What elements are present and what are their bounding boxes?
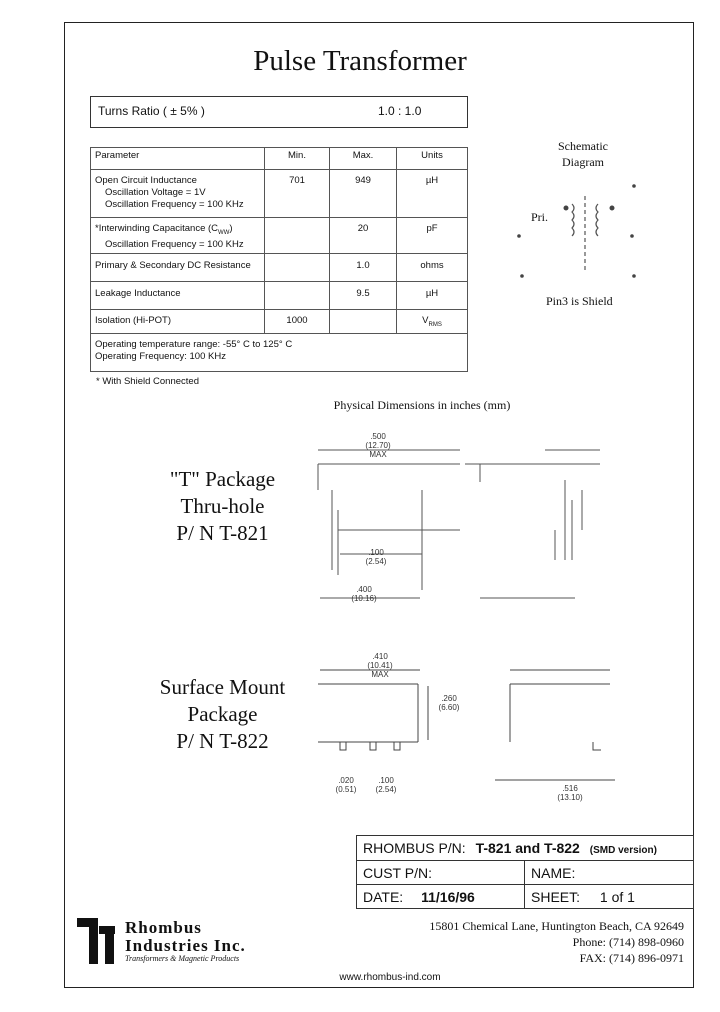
lead (394, 742, 400, 750)
parameter-table (90, 147, 468, 372)
sheet-label: SHEET: (531, 888, 581, 905)
param-units: $V_{RMS}$ (397, 310, 468, 334)
param-name: Leakage Inductance (91, 282, 265, 310)
table-row (91, 282, 468, 310)
date-value: 11/16/96 (421, 888, 475, 905)
table-row (91, 218, 468, 254)
smd-height-dim: .260 (6.60) (438, 694, 460, 712)
header-min: Min. (265, 148, 330, 170)
company-address: 15801 Chemical Lane, Huntington Beach, CA 92649 (429, 919, 684, 933)
name-label: NAME: (525, 861, 694, 885)
company-website[interactable]: www.rhombus-ind.com (339, 972, 441, 983)
lead (370, 742, 376, 750)
sheet-value: 1 of 1 (599, 888, 635, 905)
pin-dot (521, 275, 524, 278)
pn-value: T-821 and T-822 (475, 840, 580, 856)
table-row (91, 310, 468, 334)
lead (593, 742, 601, 750)
company-tagline: Transformers & Magnetic Products (125, 954, 240, 963)
header-parameter: Parameter (91, 148, 265, 170)
param-min (265, 218, 330, 254)
param-name: Isolation (Hi-POT) (91, 310, 265, 334)
smd-width-dim: .410 (10.41) MAX (367, 652, 393, 679)
cust-pn-label: CUST P/N: (357, 861, 525, 885)
header-max: Max. (330, 148, 397, 170)
table-row (91, 254, 468, 282)
turns-ratio-box (90, 96, 468, 128)
title-block-row (357, 885, 694, 909)
param-units: ohms (397, 254, 468, 282)
operating-temperature: Operating temperature range: -55° C to 125° C (95, 339, 293, 350)
param-max (330, 310, 397, 334)
footnote: * With Shield Connected (96, 376, 199, 387)
table-header-row (91, 148, 468, 170)
turns-ratio-value: 1.0 : 1.0 (378, 104, 422, 118)
lead (340, 742, 346, 750)
pin-dot (518, 235, 521, 238)
t-package-label: "T" Package Thru-hole P/ N T-821 (169, 467, 276, 545)
dimensions-title: Physical Dimensions in inches (mm) (333, 398, 511, 412)
company-logo-icon (77, 918, 119, 964)
t-pitch-dim: .100 (2.54) (365, 548, 387, 566)
title-block-table (356, 835, 694, 909)
operating-frequency: Operating Frequency: 100 KHz (95, 351, 226, 362)
pin-dot (631, 235, 634, 238)
param-units: µH (397, 282, 468, 310)
secondary-coil (596, 204, 598, 236)
table-row (91, 170, 468, 218)
param-condition: Oscillation Frequency = 100 KHz (105, 199, 244, 210)
turns-ratio-label: Turns Ratio ( ± 5% ) (98, 104, 205, 118)
param-units: pF (397, 218, 468, 254)
schematic-title: Schematic Diagram (558, 139, 608, 169)
param-min (265, 282, 330, 310)
polarity-dot (564, 206, 568, 210)
header-units: Units (397, 148, 468, 170)
smd-pitch-dim: .100 (2.54) (375, 776, 397, 794)
title-block-row (357, 836, 694, 861)
smd-package-label: Surface Mount Package P/ N T-822 (159, 675, 286, 753)
company-phone: Phone: (714) 898-0960 (572, 935, 684, 949)
pn-label: RHOMBUS P/N: (363, 840, 466, 856)
primary-coil (572, 204, 574, 236)
param-name: *Interwinding Capacitance $(C_{WW})$ (95, 223, 233, 236)
param-min: 701 (265, 170, 330, 218)
param-condition: Oscillation Frequency = 100 KHz (105, 238, 244, 250)
param-condition: Oscillation Voltage = 1V (105, 187, 206, 198)
schematic-diagram (512, 176, 642, 286)
table-footer-row (91, 334, 468, 372)
param-min: 1000 (265, 310, 330, 334)
company-name-line2: Industries Inc. (125, 936, 246, 955)
param-max: 9.5 (330, 282, 397, 310)
company-contact (429, 918, 684, 966)
pin-dot (633, 185, 636, 188)
company-fax: FAX: (714) 896-0971 (579, 951, 684, 965)
title-block-row (357, 861, 694, 885)
smd-lead-dim: .020 (0.51) (335, 776, 357, 794)
page-title: Pulse Transformer (253, 45, 467, 77)
param-units: µH (397, 170, 468, 218)
t-length-dim: .400 (10.16) (351, 585, 377, 603)
t-width-dim: .500 (12.70) MAX (365, 432, 391, 459)
company-name-line1: Rhombus (125, 918, 202, 937)
schematic-pri-label: Pri. (531, 210, 549, 224)
pin-dot (633, 275, 636, 278)
param-name: Open Circuit Inductance (95, 175, 197, 186)
param-max: 949 (330, 170, 397, 218)
smd-span-dim: .516 (13.10) (557, 784, 583, 802)
param-min (265, 254, 330, 282)
polarity-dot (610, 206, 614, 210)
param-max: 20 (330, 218, 397, 254)
date-label: DATE: (363, 888, 404, 905)
pn-note: (SMD version) (589, 845, 657, 856)
schematic-shield-note: Pin3 is Shield (546, 294, 613, 308)
param-name: Primary & Secondary DC Resistance (91, 254, 265, 282)
param-max: 1.0 (330, 254, 397, 282)
